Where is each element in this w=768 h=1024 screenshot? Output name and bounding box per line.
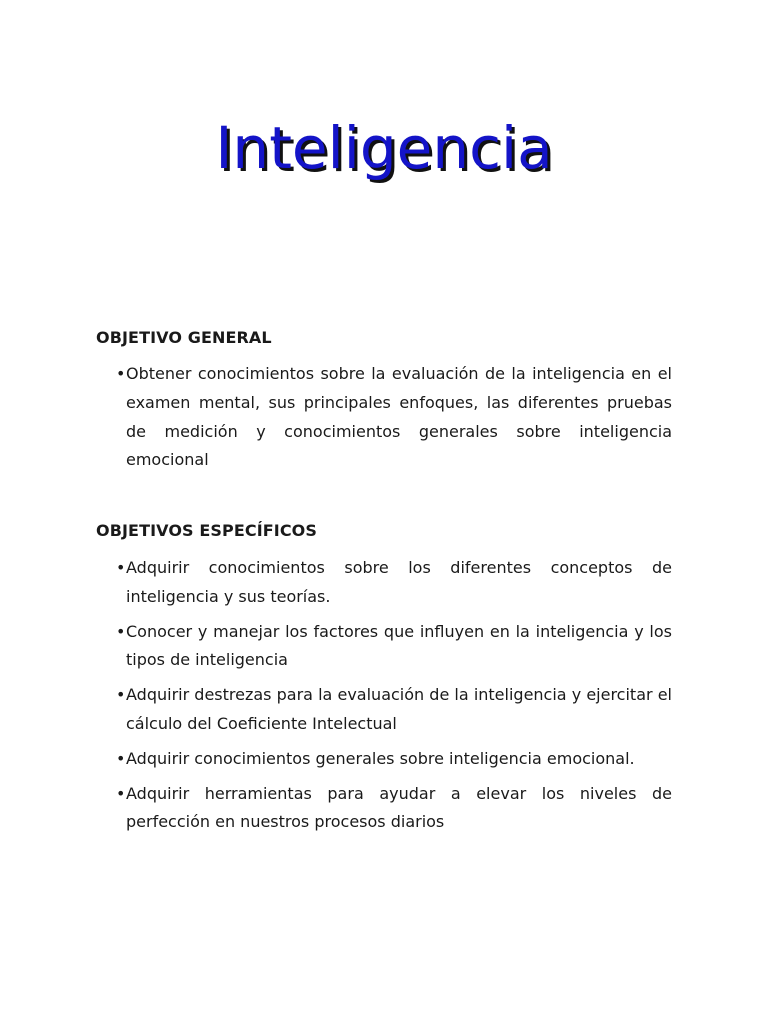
list-item-text: Obtener conocimientos sobre la evaluación de la inteligencia en el examen mental, sus principales enfoques, las diferentes pruebas de medición y conocimientos generales sobre inteligencia emocional <box>126 364 672 470</box>
list-item <box>116 681 672 739</box>
list-item-text: Adquirir destrezas para la evaluación de la inteligencia y ejercitar el cálculo del Coeficiente Intelectual <box>126 685 672 733</box>
document-title: Inteligencia <box>215 114 553 182</box>
bullet-icon: • <box>116 685 126 705</box>
objetivos-especificos-list <box>116 554 672 843</box>
list-item <box>116 554 672 612</box>
bullet-icon: • <box>116 783 126 803</box>
list-item <box>116 360 672 475</box>
list-item <box>116 745 672 774</box>
list-item <box>116 780 672 838</box>
list-item-text: Adquirir conocimientos sobre los diferentes conceptos de inteligencia y sus teorías. <box>126 558 672 606</box>
section-heading-objetivo-general: OBJETIVO GENERAL <box>96 328 272 347</box>
bullet-icon: • <box>116 364 126 383</box>
list-item-text: Adquirir conocimientos generales sobre inteligencia emocional. <box>126 748 635 768</box>
list-item <box>116 618 672 676</box>
bullet-icon: • <box>116 621 126 641</box>
list-item-text: Conocer y manejar los factores que influyen en la inteligencia y los tipos de inteligencia <box>126 621 672 670</box>
bullet-icon: • <box>116 748 126 768</box>
objetivo-general-list <box>116 360 672 481</box>
section-heading-objetivos-especificos: OBJETIVOS ESPECÍFICOS <box>96 521 317 540</box>
bullet-icon: • <box>116 558 126 577</box>
list-item-text: Adquirir herramientas para ayudar a elevar los niveles de perfección en nuestros procesos diarios <box>126 783 672 832</box>
